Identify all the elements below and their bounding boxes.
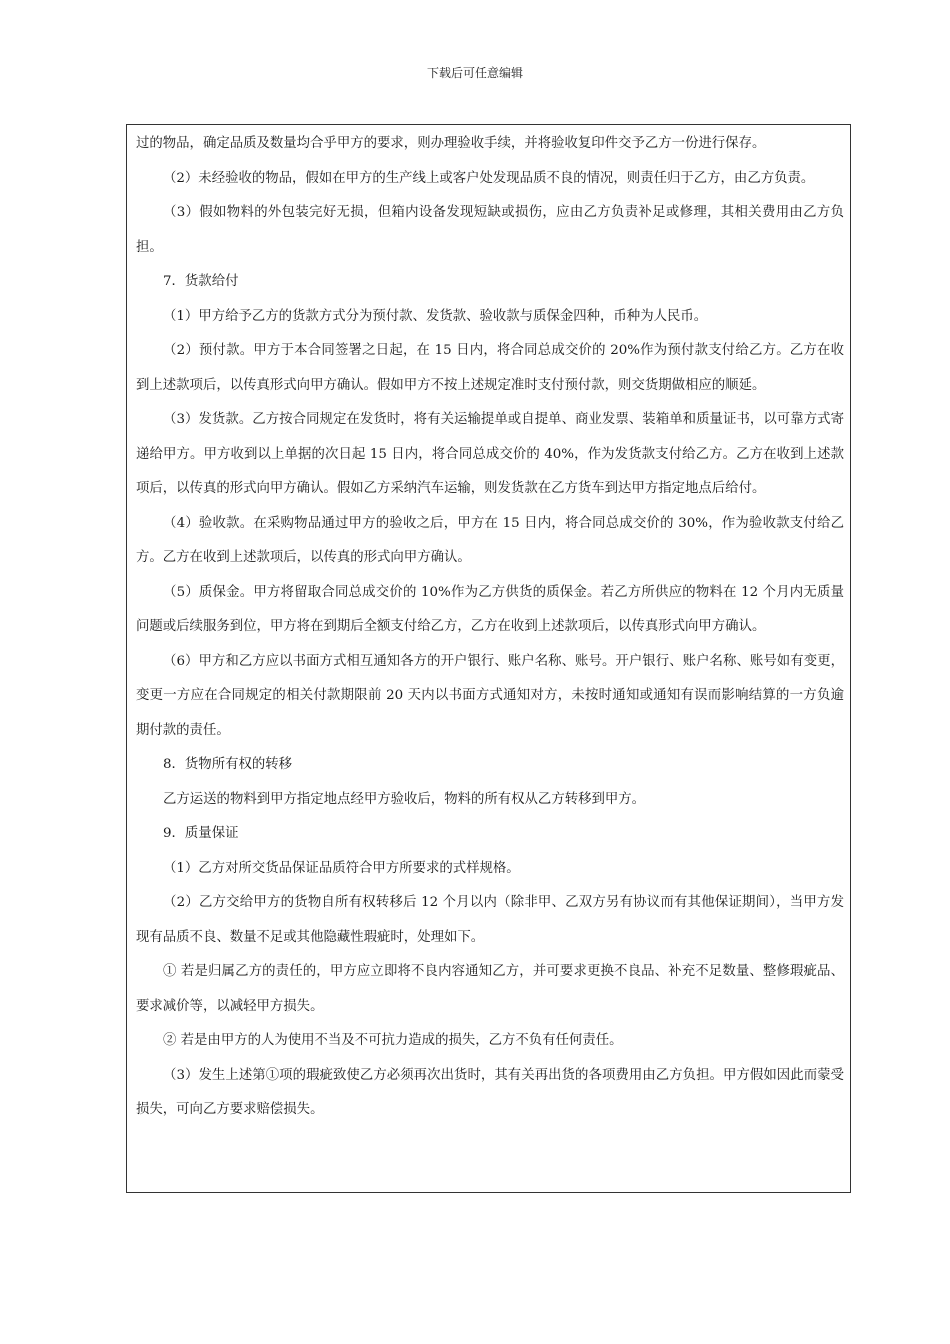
paragraph: ① 若是归属乙方的责任的，甲方应立即将不良内容通知乙方，并可要求更换不良品、补充不足数量、整修瑕疵品、要求减价等，以减轻甲方损失。: [136, 964, 844, 1014]
paragraph: （3）发生上述第①项的瑕疵致使乙方必须再次出货时，其有关再出货的各项费用由乙方负担。甲方假如因此而蒙受损失，可向乙方要求赔偿损失。: [136, 1067, 844, 1117]
section-heading: 9．质量保证: [163, 826, 239, 841]
paragraph: （2）乙方交给甲方的货物自所有权转移后 12 个月以内（除非甲、乙双方另有协议而有其他保证期间），当甲方发现有品质不良、数量不足或其他隐藏性瑕疵时，处理如下。: [136, 895, 844, 945]
paragraph: （3）假如物料的外包装完好无损，但箱内设备发现短缺或损伤，应由乙方负责补足或修理，其相关费用由乙方负担。: [136, 205, 844, 255]
paragraph: （6）甲方和乙方应以书面方式相互通知各方的开户银行、账户名称、账号。开户银行、账户名称、账号如有变更，变更一方应在合同规定的相关付款期限前 20 天内以书面方式通知对方，未按时通知或通知有误而影响结算的一方负逾期付款的责任。: [136, 653, 844, 738]
paragraph: 过的物品，确定品质及数量均合乎甲方的要求，则办理验收手续，并将验收复印件交予乙方一份进行保存。: [136, 136, 766, 151]
page-header: 下载后可任意编辑: [426, 66, 523, 80]
paragraph: （3）发货款。乙方按合同规定在发货时，将有关运输提单或自提单、商业发票、装箱单和质量证书，以可靠方式寄递给甲方。甲方收到以上单据的次日起 15 日内，将合同总成交价的 40%，作为发货款支付给乙方。乙方在收到上述款项后，以传真的形式向甲方确认。假如乙方采纳汽车运输，则发货款在乙方货车到达甲方指定地点后给付。: [136, 412, 844, 496]
section-heading: 8．货物所有权的转移: [163, 757, 293, 772]
paragraph: 乙方运送的物料到甲方指定地点经甲方验收后，物料的所有权从乙方转移到甲方。: [163, 791, 646, 807]
paragraph: （1）甲方给予乙方的货款方式分为预付款、发货款、验收款与质保金四种，币种为人民币。: [163, 308, 708, 324]
contract-body: [136, 127, 844, 1128]
paragraph: （2）未经验收的物品，假如在甲方的生产线上或客户处发现品质不良的情况，则责任归于乙方，由乙方负责。: [163, 170, 815, 186]
paragraph: ② 若是由甲方的人为使用不当及不可抗力造成的损失，乙方不负有任何责任。: [163, 1033, 623, 1048]
paragraph: （2）预付款。甲方于本合同签署之日起，在 15 日内，将合同总成交价的 20%作为预付款支付给乙方。乙方在收到上述款项后，以传真形式向甲方确认。假如甲方不按上述规定准时支付预付款，则交货期做相应的顺延。: [136, 343, 844, 393]
paragraph: （1）乙方对所交货品保证品质符合甲方所要求的式样规格。: [163, 860, 520, 876]
contract-text-frame: [126, 124, 851, 1193]
paragraph: （5）质保金。甲方将留取合同总成交价的 10%作为乙方供货的质保金。若乙方所供应的物料在 12 个月内无质量问题或后续服务到位，甲方将在到期后全额支付给乙方，乙方在收到上述款项后，以传真形式向甲方确认。: [136, 584, 844, 634]
section-heading: 7．货款给付: [163, 274, 239, 289]
paragraph: （4）验收款。在采购物品通过甲方的验收之后，甲方在 15 日内，将合同总成交价的 30%，作为验收款支付给乙方。乙方在收到上述款项后，以传真的形式向甲方确认。: [136, 515, 844, 565]
